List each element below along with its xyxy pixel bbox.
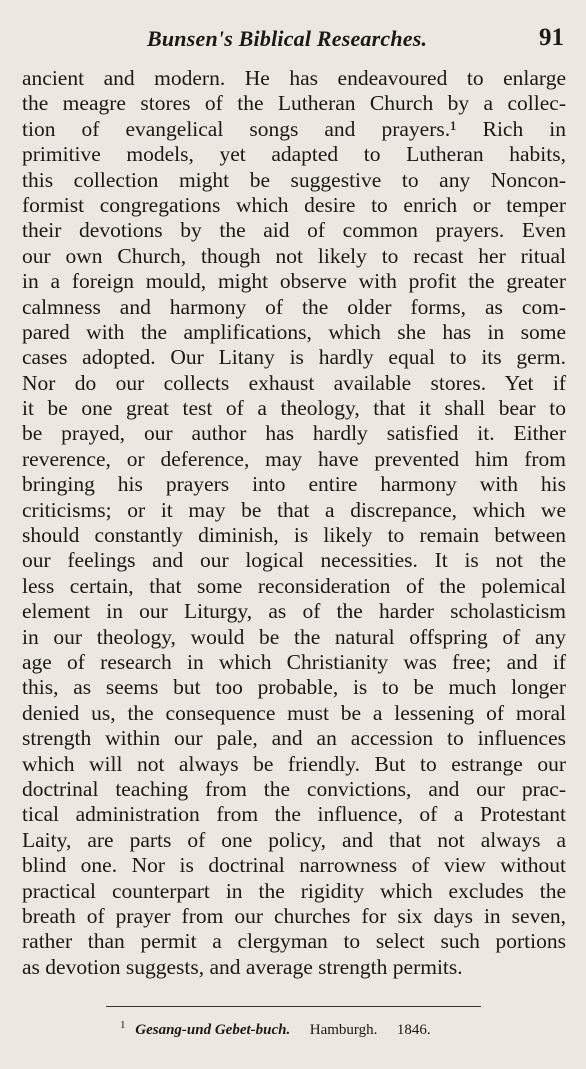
text-line: tion of evangelical songs and prayers.¹ Rich in	[22, 116, 566, 141]
text-line: bringing his prayers into entire harmony with his	[22, 472, 566, 497]
text-line: pared with the amplifications, which she has in some	[22, 319, 566, 344]
text-line: reverence, or deference, may have prevented him from	[22, 446, 566, 471]
text-line: in our theology, would be the natural offspring of any	[22, 624, 566, 649]
footnote	[120, 1020, 566, 1041]
footnote-title: Gesang-und Gebet-buch.	[135, 1022, 291, 1039]
text-line: ancient and modern. He has endeavoured to enlarge	[22, 66, 566, 90]
text-line: in a foreign mould, might observe with profit the greater	[22, 269, 566, 294]
text-line: Laity, are parts of one policy, and that not always a	[22, 827, 566, 852]
text-line: calmness and harmony of the older forms, as com-	[22, 294, 566, 319]
text-line: which will not always be friendly. But to estrange our	[22, 751, 566, 776]
footnote-year: 1846.	[396, 1022, 431, 1039]
text-line: cases adopted. Our Litany is hardly equal to its germ.	[22, 345, 566, 370]
page-number: 91	[539, 24, 564, 51]
text-line: this collection might be suggestive to any Noncon-	[22, 167, 566, 192]
text-line: it be one great test of a theology, that it shall bear to	[22, 396, 566, 421]
text-line: our feelings and our logical necessities. It is not the	[22, 548, 566, 573]
running-title: Bunsen's Biblical Researches.	[147, 26, 428, 51]
text-line: element in our Liturgy, as of the harder scholasticism	[22, 599, 566, 624]
text-line: age of research in which Christianity was free; and if	[22, 649, 566, 674]
text-line: this, as seems but too probable, is to be much longer	[22, 675, 566, 700]
text-line: strength within our pale, and an accession to influences	[22, 726, 566, 751]
text-line: our own Church, though not likely to recast her ritual	[22, 243, 566, 268]
text-line: their devotions by the aid of common prayers. Even	[22, 218, 566, 243]
body-text	[22, 66, 566, 980]
text-line: the meagre stores of the Lutheran Church by a collec-	[22, 91, 566, 116]
text-line: be prayed, our author has hardly satisfied it. Either	[22, 421, 566, 446]
footnote-marker: 1	[120, 1019, 126, 1032]
text-line: tical administration from the influence, of a Protestant	[22, 802, 566, 827]
text-line: primitive models, yet adapted to Lutheran habits,	[22, 142, 566, 167]
text-line: blind one. Nor is doctrinal narrowness of view without	[22, 853, 566, 878]
text-line: formist congregations which desire to enrich or temper	[22, 192, 566, 217]
footnote-place: Hamburgh.	[309, 1022, 378, 1039]
text-line: doctrinal teaching from the convictions, and our prac-	[22, 776, 566, 801]
text-line: Nor do our collects exhaust available stores. Yet if	[22, 370, 566, 395]
footnote-rule	[106, 1006, 481, 1007]
running-head	[22, 22, 566, 58]
text-line: rather than permit a clergyman to select such portions	[22, 929, 566, 954]
text-line: should constantly diminish, is likely to remain between	[22, 523, 566, 548]
text-line: practical counterpart in the rigidity which excludes the	[22, 878, 566, 903]
text-line: denied us, the consequence must be a lessening of moral	[22, 700, 566, 725]
text-line-last: as devotion suggests, and average strength permits.	[22, 954, 463, 979]
text-line: less certain, that some reconsideration of the polemical	[22, 573, 566, 598]
text-line: breath of prayer from our churches for six days in seven,	[22, 903, 566, 928]
text-line: criticisms; or it may be that a discrepance, which we	[22, 497, 566, 522]
